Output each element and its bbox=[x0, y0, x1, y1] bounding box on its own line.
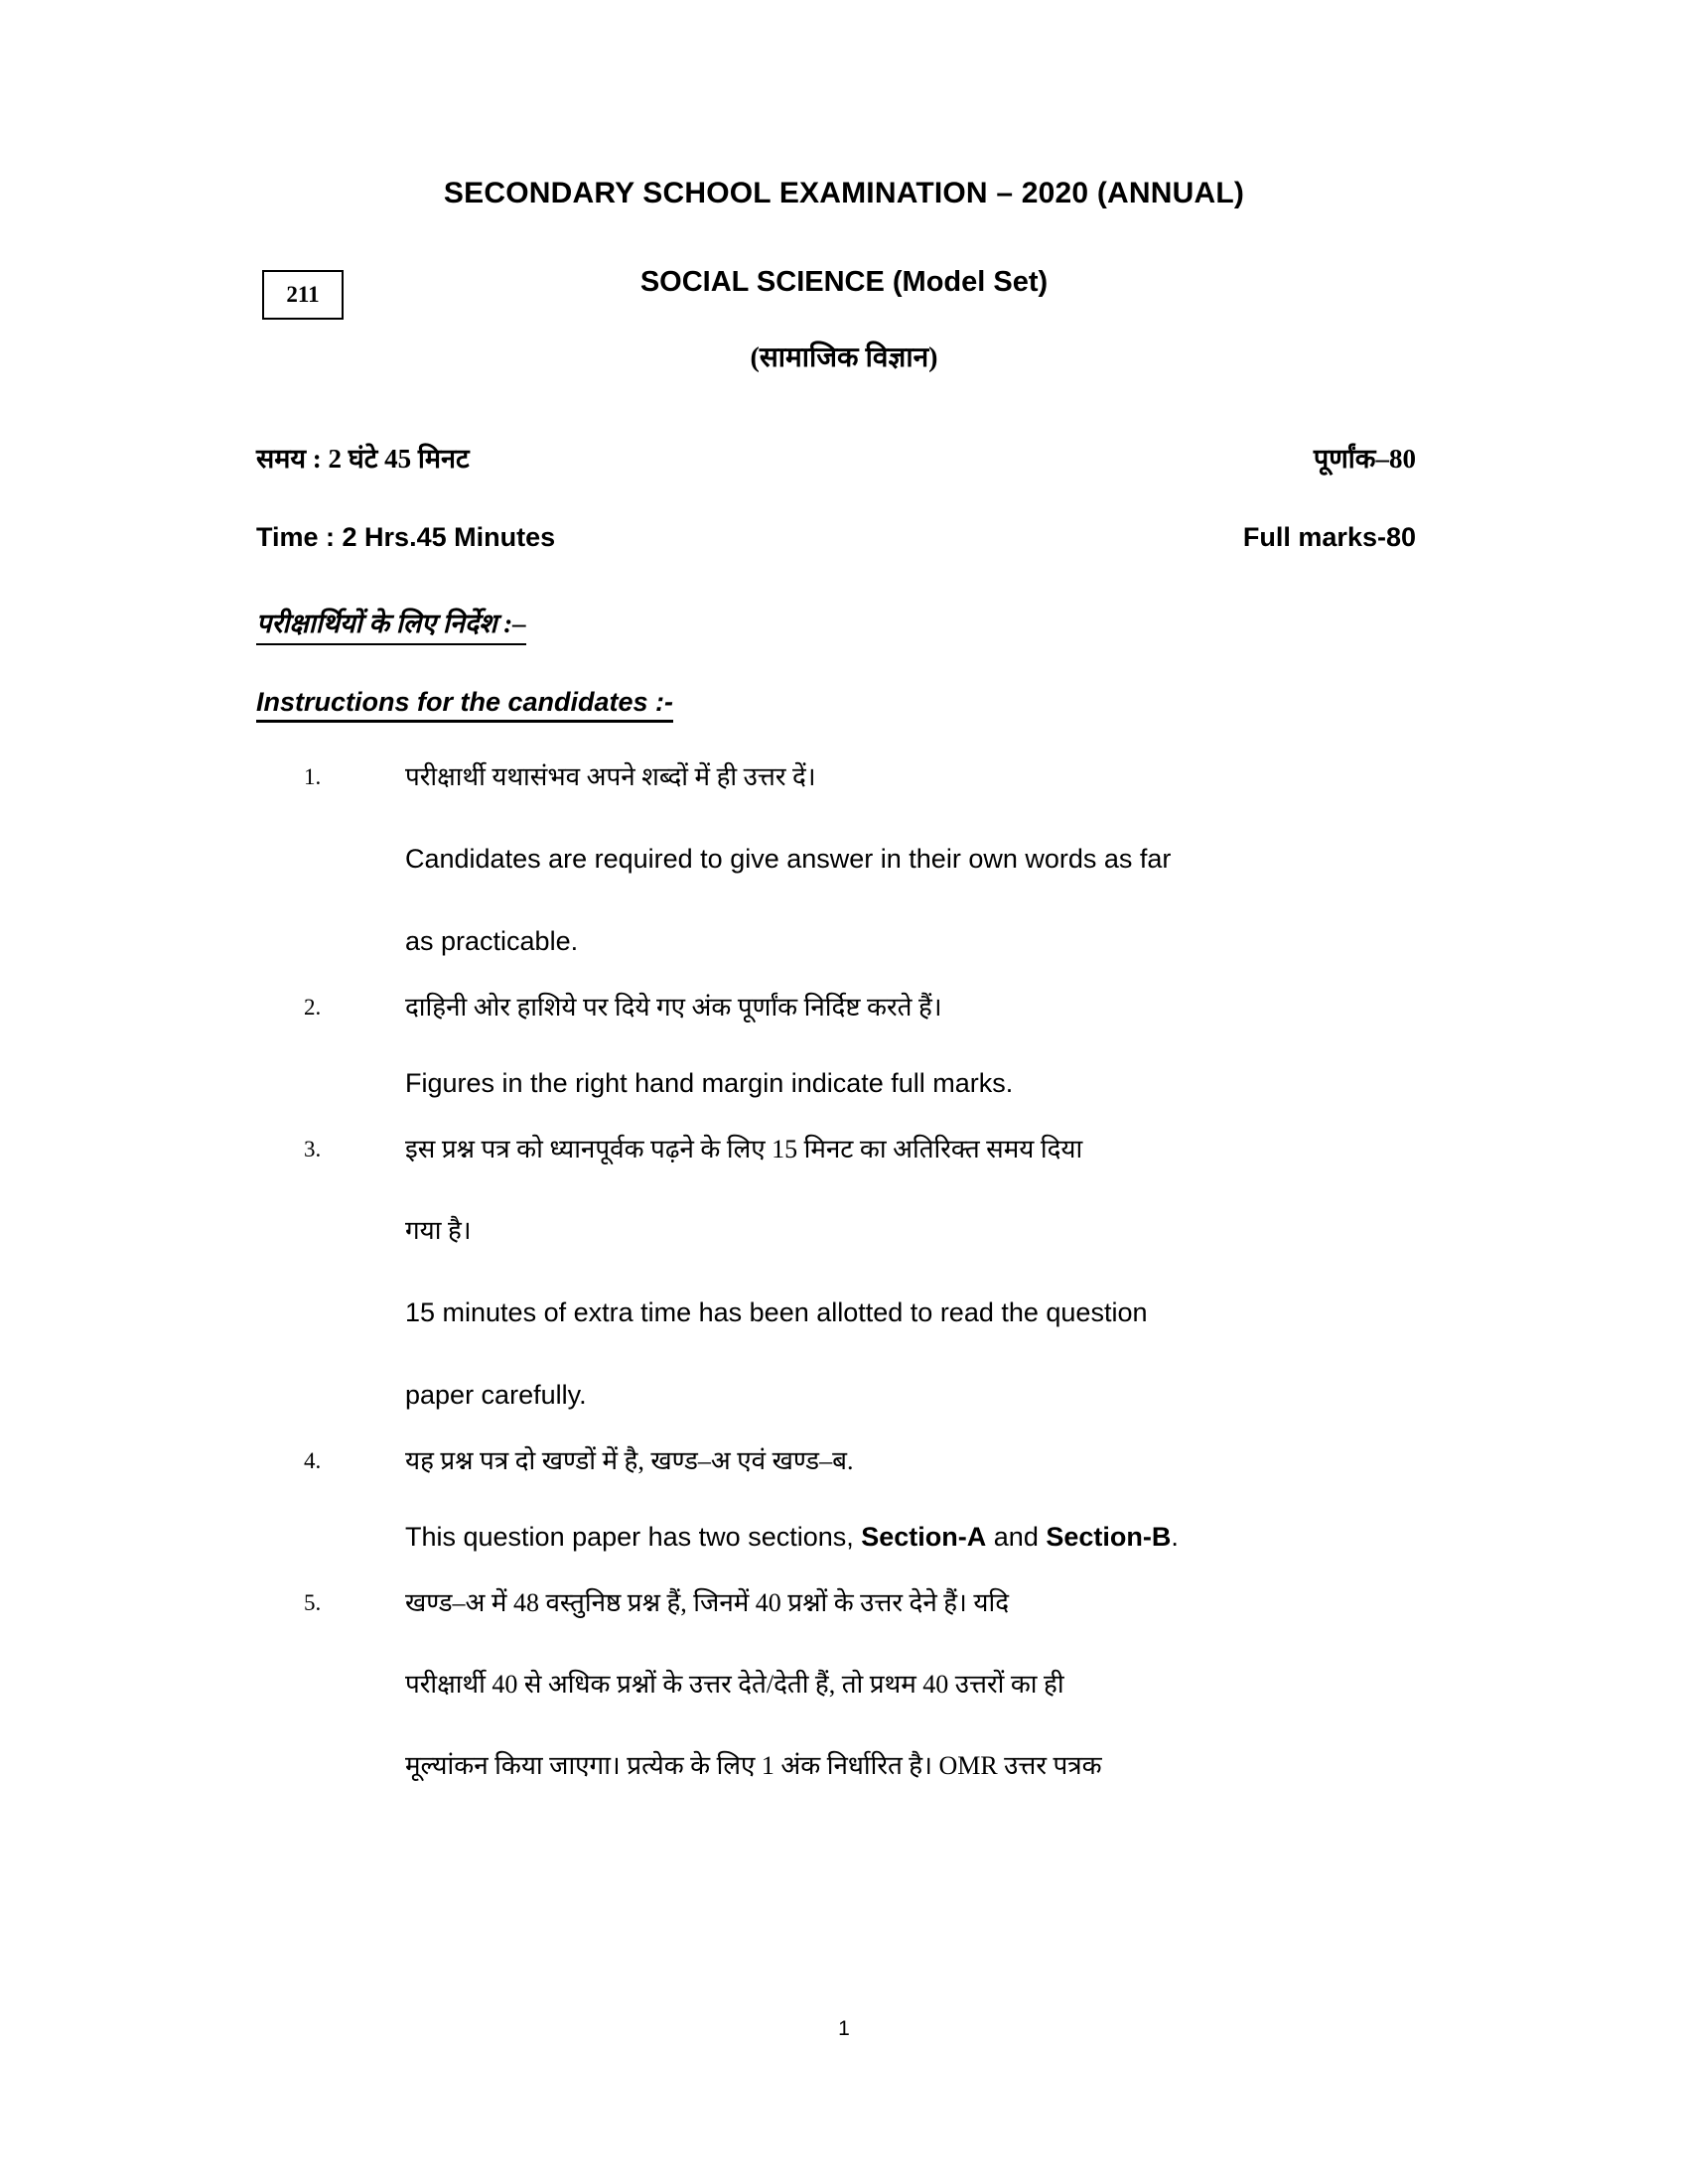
instruction-line-hindi: यह प्रश्न पत्र दो खण्डों में है, खण्ड–अ एवं खण्ड–ब. bbox=[405, 1446, 854, 1475]
instruction-item bbox=[256, 1590, 1473, 1779]
instruction-item bbox=[256, 764, 1473, 955]
instruction-line-hindi bbox=[405, 1672, 1473, 1698]
instruction-text: . bbox=[1171, 1522, 1179, 1552]
instruction-line-hindi bbox=[405, 1137, 1473, 1162]
instruction-line-hindi: दाहिनी ओर हाशिये पर दिये गए अंक पूर्णांक निर्दिष्ट करते हैं। bbox=[405, 993, 942, 1022]
meta-row-hindi bbox=[256, 439, 1416, 476]
instruction-number: 1. bbox=[304, 764, 322, 789]
instruction-line-hindi: गया है। bbox=[405, 1216, 472, 1245]
instruction-text: इस प्रश्न पत्र को ध्यानपूर्वक पढ़ने के लिए 15 मिनट का अतिरिक्त समय दिया bbox=[405, 1135, 1083, 1163]
instruction-number: 5. bbox=[304, 1590, 322, 1615]
section-a-label: Section-A bbox=[861, 1522, 987, 1552]
instruction-line-english bbox=[405, 846, 1473, 873]
instruction-item bbox=[256, 1137, 1473, 1409]
subject-title-hindi: (सामाजिक विज्ञान) bbox=[750, 342, 938, 373]
instruction-number: 2. bbox=[304, 995, 322, 1020]
full-marks-english: Full marks-80 bbox=[1242, 522, 1416, 552]
instruction-number: 4. bbox=[304, 1448, 322, 1473]
instruction-line-english: Figures in the right hand margin indicate full marks. bbox=[405, 1068, 1014, 1098]
instruction-text: परीक्षार्थी 40 से अधिक प्रश्नों के उत्तर देते/देती हैं, तो प्रथम 40 उत्तरों का ही bbox=[405, 1670, 1064, 1699]
instruction-line-hindi bbox=[405, 1753, 1473, 1779]
instruction-text: and bbox=[986, 1522, 1047, 1552]
time-english: Time : 2 Hrs.45 Minutes bbox=[256, 522, 556, 552]
instructions-list bbox=[256, 764, 1473, 1779]
instruction-text: मूल्यांकन किया जाएगा। प्रत्येक के लिए 1 अंक निर्धारित है। OMR उत्तर पत्रक bbox=[405, 1751, 1102, 1780]
full-marks-hindi: पूर्णांक–80 bbox=[1313, 444, 1416, 474]
instruction-line-english bbox=[405, 1524, 1473, 1551]
instruction-text: खण्ड–अ में 48 वस्तुनिष्ठ प्रश्न हैं, जिनमें 40 प्रश्नों के उत्तर देने हैं। यदि bbox=[405, 1588, 1010, 1617]
subject-title: SOCIAL SCIENCE (Model Set) bbox=[639, 266, 1049, 298]
section-b-label: Section-B bbox=[1046, 1522, 1172, 1552]
meta-row-english bbox=[256, 522, 1416, 553]
instruction-text: Candidates are required to give answer in their own words as far bbox=[405, 844, 1172, 874]
page-number: 1 bbox=[838, 2017, 850, 2040]
instruction-line-english: paper carefully. bbox=[405, 1380, 587, 1410]
instruction-line-english: as practicable. bbox=[405, 926, 579, 956]
instruction-line-hindi bbox=[405, 1590, 1473, 1616]
instructions-heading-english: Instructions for the candidates :- bbox=[256, 687, 673, 723]
paper-code-value: 211 bbox=[286, 282, 320, 307]
instruction-line-hindi: परीक्षार्थी यथासंभव अपने शब्दों में ही उत्तर दें। bbox=[405, 762, 816, 791]
instruction-item bbox=[256, 1448, 1473, 1551]
instruction-number: 3. bbox=[304, 1137, 322, 1161]
time-hindi: समय : 2 घंटे 45 मिनट bbox=[256, 444, 470, 474]
instruction-text: 15 minutes of extra time has been allotted to read the question bbox=[405, 1297, 1148, 1327]
instruction-text: This question paper has two sections, bbox=[405, 1522, 862, 1552]
instructions-heading-hindi: परीक्षार्थियों के लिए निर्देश :– bbox=[256, 604, 526, 645]
instruction-item bbox=[256, 995, 1473, 1097]
exam-title: SECONDARY SCHOOL EXAMINATION – 2020 (ANNUAL) bbox=[443, 177, 1245, 209]
instruction-line-english bbox=[405, 1299, 1473, 1326]
